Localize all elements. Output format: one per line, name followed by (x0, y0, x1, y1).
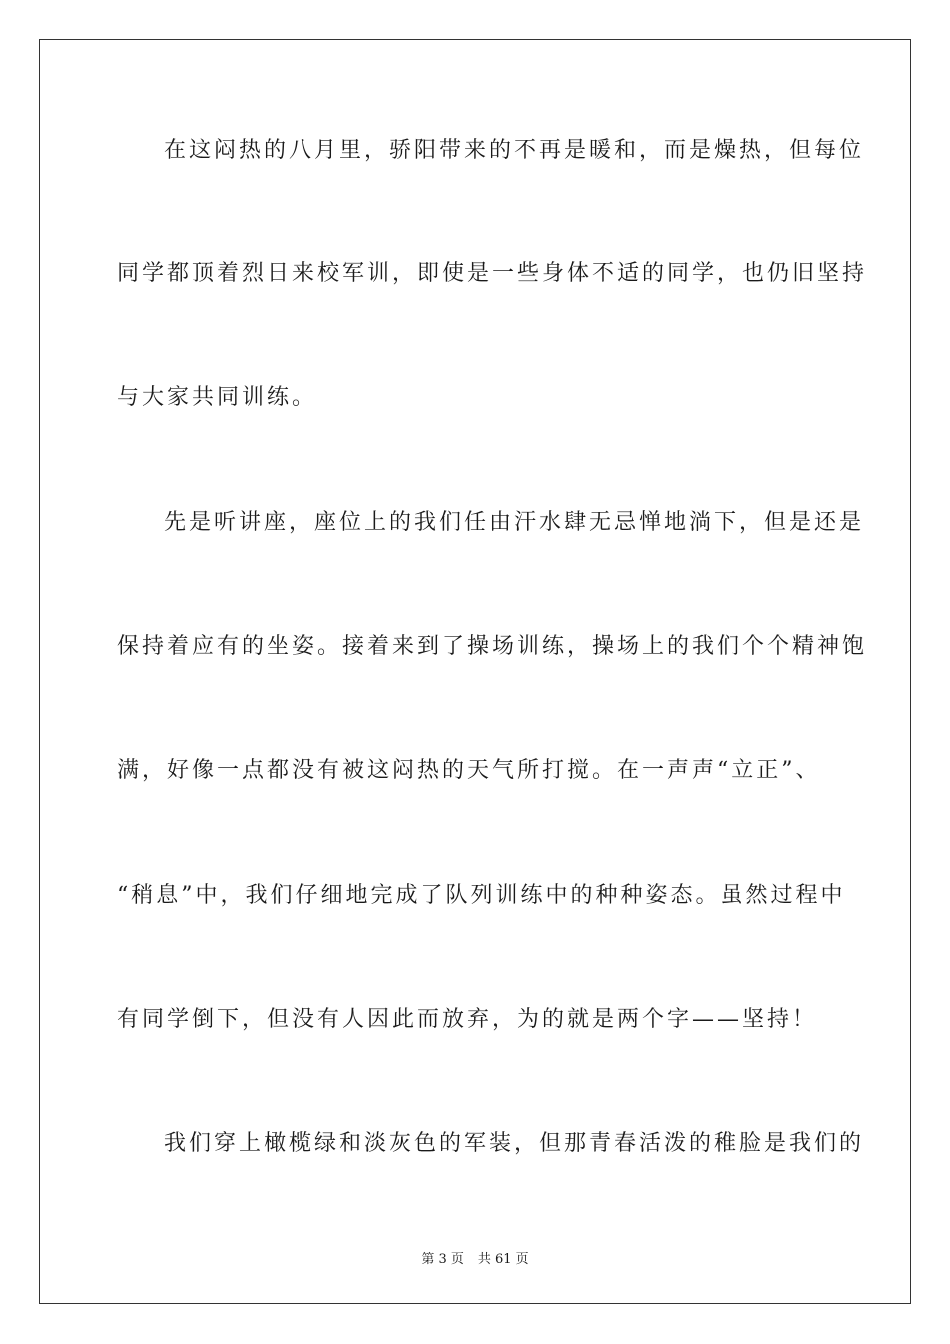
page-border (39, 39, 911, 1304)
paragraph-2-line-5: 有同学倒下，但没有人因此而放弃，为的就是两个字——坚持！ (117, 1007, 818, 1032)
page-total: 共 61 页 (477, 1252, 529, 1267)
paragraph-1-line-1: 在这闷热的八月里，骄阳带来的不再是暖和，而是燥热，但每位 (164, 138, 865, 163)
page-number: 第 3 页 (421, 1252, 464, 1267)
paragraph-3-line-1: 我们穿上橄榄绿和淡灰色的军装，但那青春活泼的稚脸是我们的 (164, 1131, 865, 1156)
paragraph-2-line-2: 保持着应有的坐姿。接着来到了操场训练，操场上的我们个个精神饱 (117, 634, 868, 659)
paragraph-1-line-3: 与大家共同训练。 (117, 385, 318, 410)
paragraph-2-line-4: “稍息”中，我们仔细地完成了队列训练中的种种姿态。虽然过程中 (117, 883, 846, 908)
page-footer (0, 1248, 950, 1267)
paragraph-2-line-1: 先是听讲座，座位上的我们任由汗水肆无忌惮地淌下，但是还是 (164, 510, 865, 535)
paragraph-2-line-3: 满，好像一点都没有被这闷热的天气所打搅。在一声声“立正”、 (117, 758, 821, 783)
paragraph-1-line-2: 同学都顶着烈日来校军训，即使是一些身体不适的同学，也仍旧坚持 (117, 261, 868, 286)
